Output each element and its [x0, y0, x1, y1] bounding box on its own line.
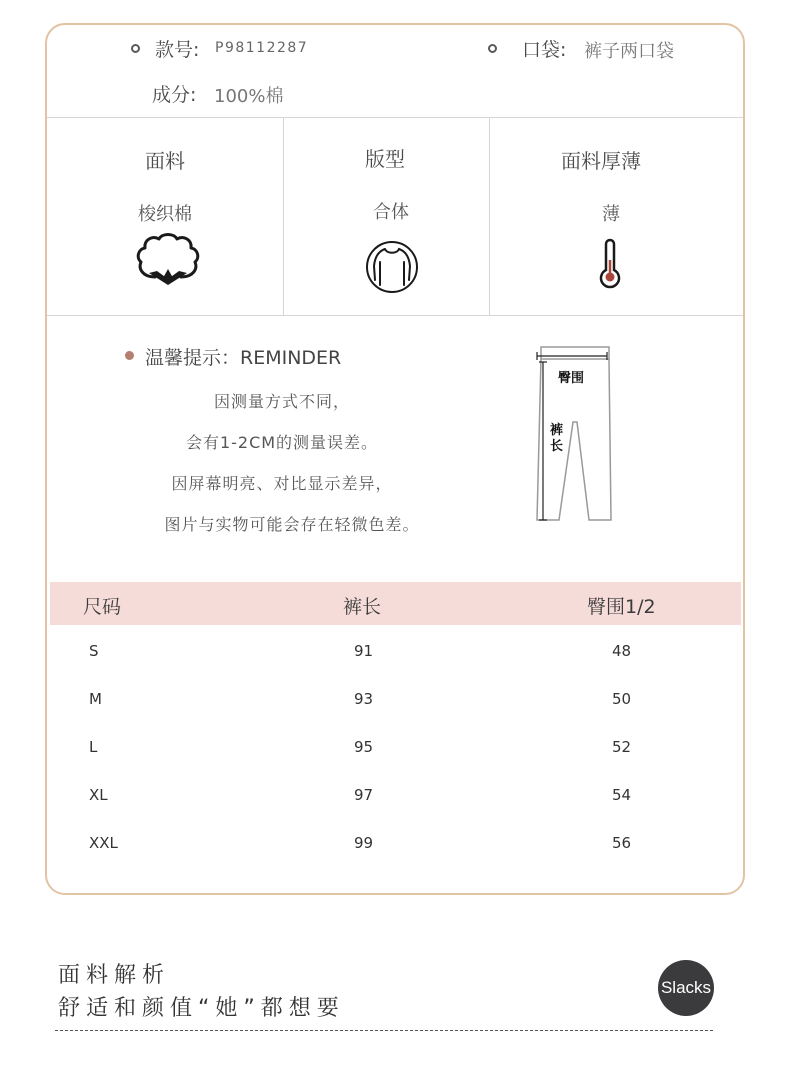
attr-fit-value: 合体 [373, 202, 409, 223]
thermometer-icon [597, 238, 623, 290]
cell-length: 97 [354, 786, 374, 804]
bullet-ring-icon [131, 44, 140, 53]
cell-hip: 56 [612, 834, 632, 852]
cotton-icon [135, 231, 201, 287]
hip-label: 臀围 [558, 371, 585, 386]
style-no-value: P98112287 [215, 40, 309, 56]
style-no-label: 款号: [155, 39, 200, 61]
fit-silhouette-icon [365, 240, 419, 294]
product-spec-card [45, 23, 745, 895]
slacks-badge: Slacks [658, 960, 714, 1016]
length-label: 裤 [550, 423, 564, 438]
attr-fabric-title: 面料 [145, 149, 185, 173]
cell-size: L [89, 738, 98, 756]
reminder-line: 会有1-2CM的测量误差。 [185, 433, 379, 452]
attr-fabric-value: 梭织棉 [138, 204, 192, 225]
section-title: 面料解析 [58, 963, 171, 988]
composition-value: 100%棉 [214, 86, 284, 107]
cell-hip: 48 [612, 642, 632, 660]
attr-thickness-value: 薄 [602, 204, 620, 225]
divider [47, 315, 745, 316]
reminder-line: 因测量方式不同， [213, 392, 350, 411]
cell-size: XXL [89, 834, 118, 852]
header-size: 尺码 [83, 596, 122, 618]
header-length: 裤长 [343, 596, 382, 618]
size-table-header [50, 582, 741, 625]
section-subtitle: 舒适和颜值“她”都想要 [58, 996, 345, 1021]
reminder-dot-icon [125, 351, 134, 360]
cell-size: XL [89, 786, 108, 804]
reminder-line: 图片与实物可能会存在轻微色差。 [164, 515, 420, 534]
bullet-ring-icon [488, 44, 497, 53]
cell-length: 99 [354, 834, 374, 852]
pocket-value: 裤子两口袋 [584, 41, 674, 62]
divider [47, 117, 745, 118]
attr-fit-title: 版型 [365, 147, 405, 171]
cell-size: M [89, 690, 102, 708]
composition-label: 成分: [152, 84, 197, 106]
cell-size: S [89, 642, 99, 660]
attr-thickness-title: 面料厚薄 [561, 149, 641, 173]
length-label: 长 [550, 439, 564, 454]
reminder-line: 因屏幕明亮、对比显示差异， [171, 474, 393, 493]
pocket-label: 口袋: [522, 39, 567, 61]
dashed-divider [55, 1030, 713, 1031]
header-hip: 臀围1/2 [587, 596, 656, 618]
reminder-heading: 温馨提示：REMINDER [145, 347, 342, 369]
cell-length: 93 [354, 690, 374, 708]
cell-length: 95 [354, 738, 374, 756]
cell-length: 91 [354, 642, 374, 660]
cell-hip: 52 [612, 738, 632, 756]
cell-hip: 54 [612, 786, 632, 804]
cell-hip: 50 [612, 690, 632, 708]
